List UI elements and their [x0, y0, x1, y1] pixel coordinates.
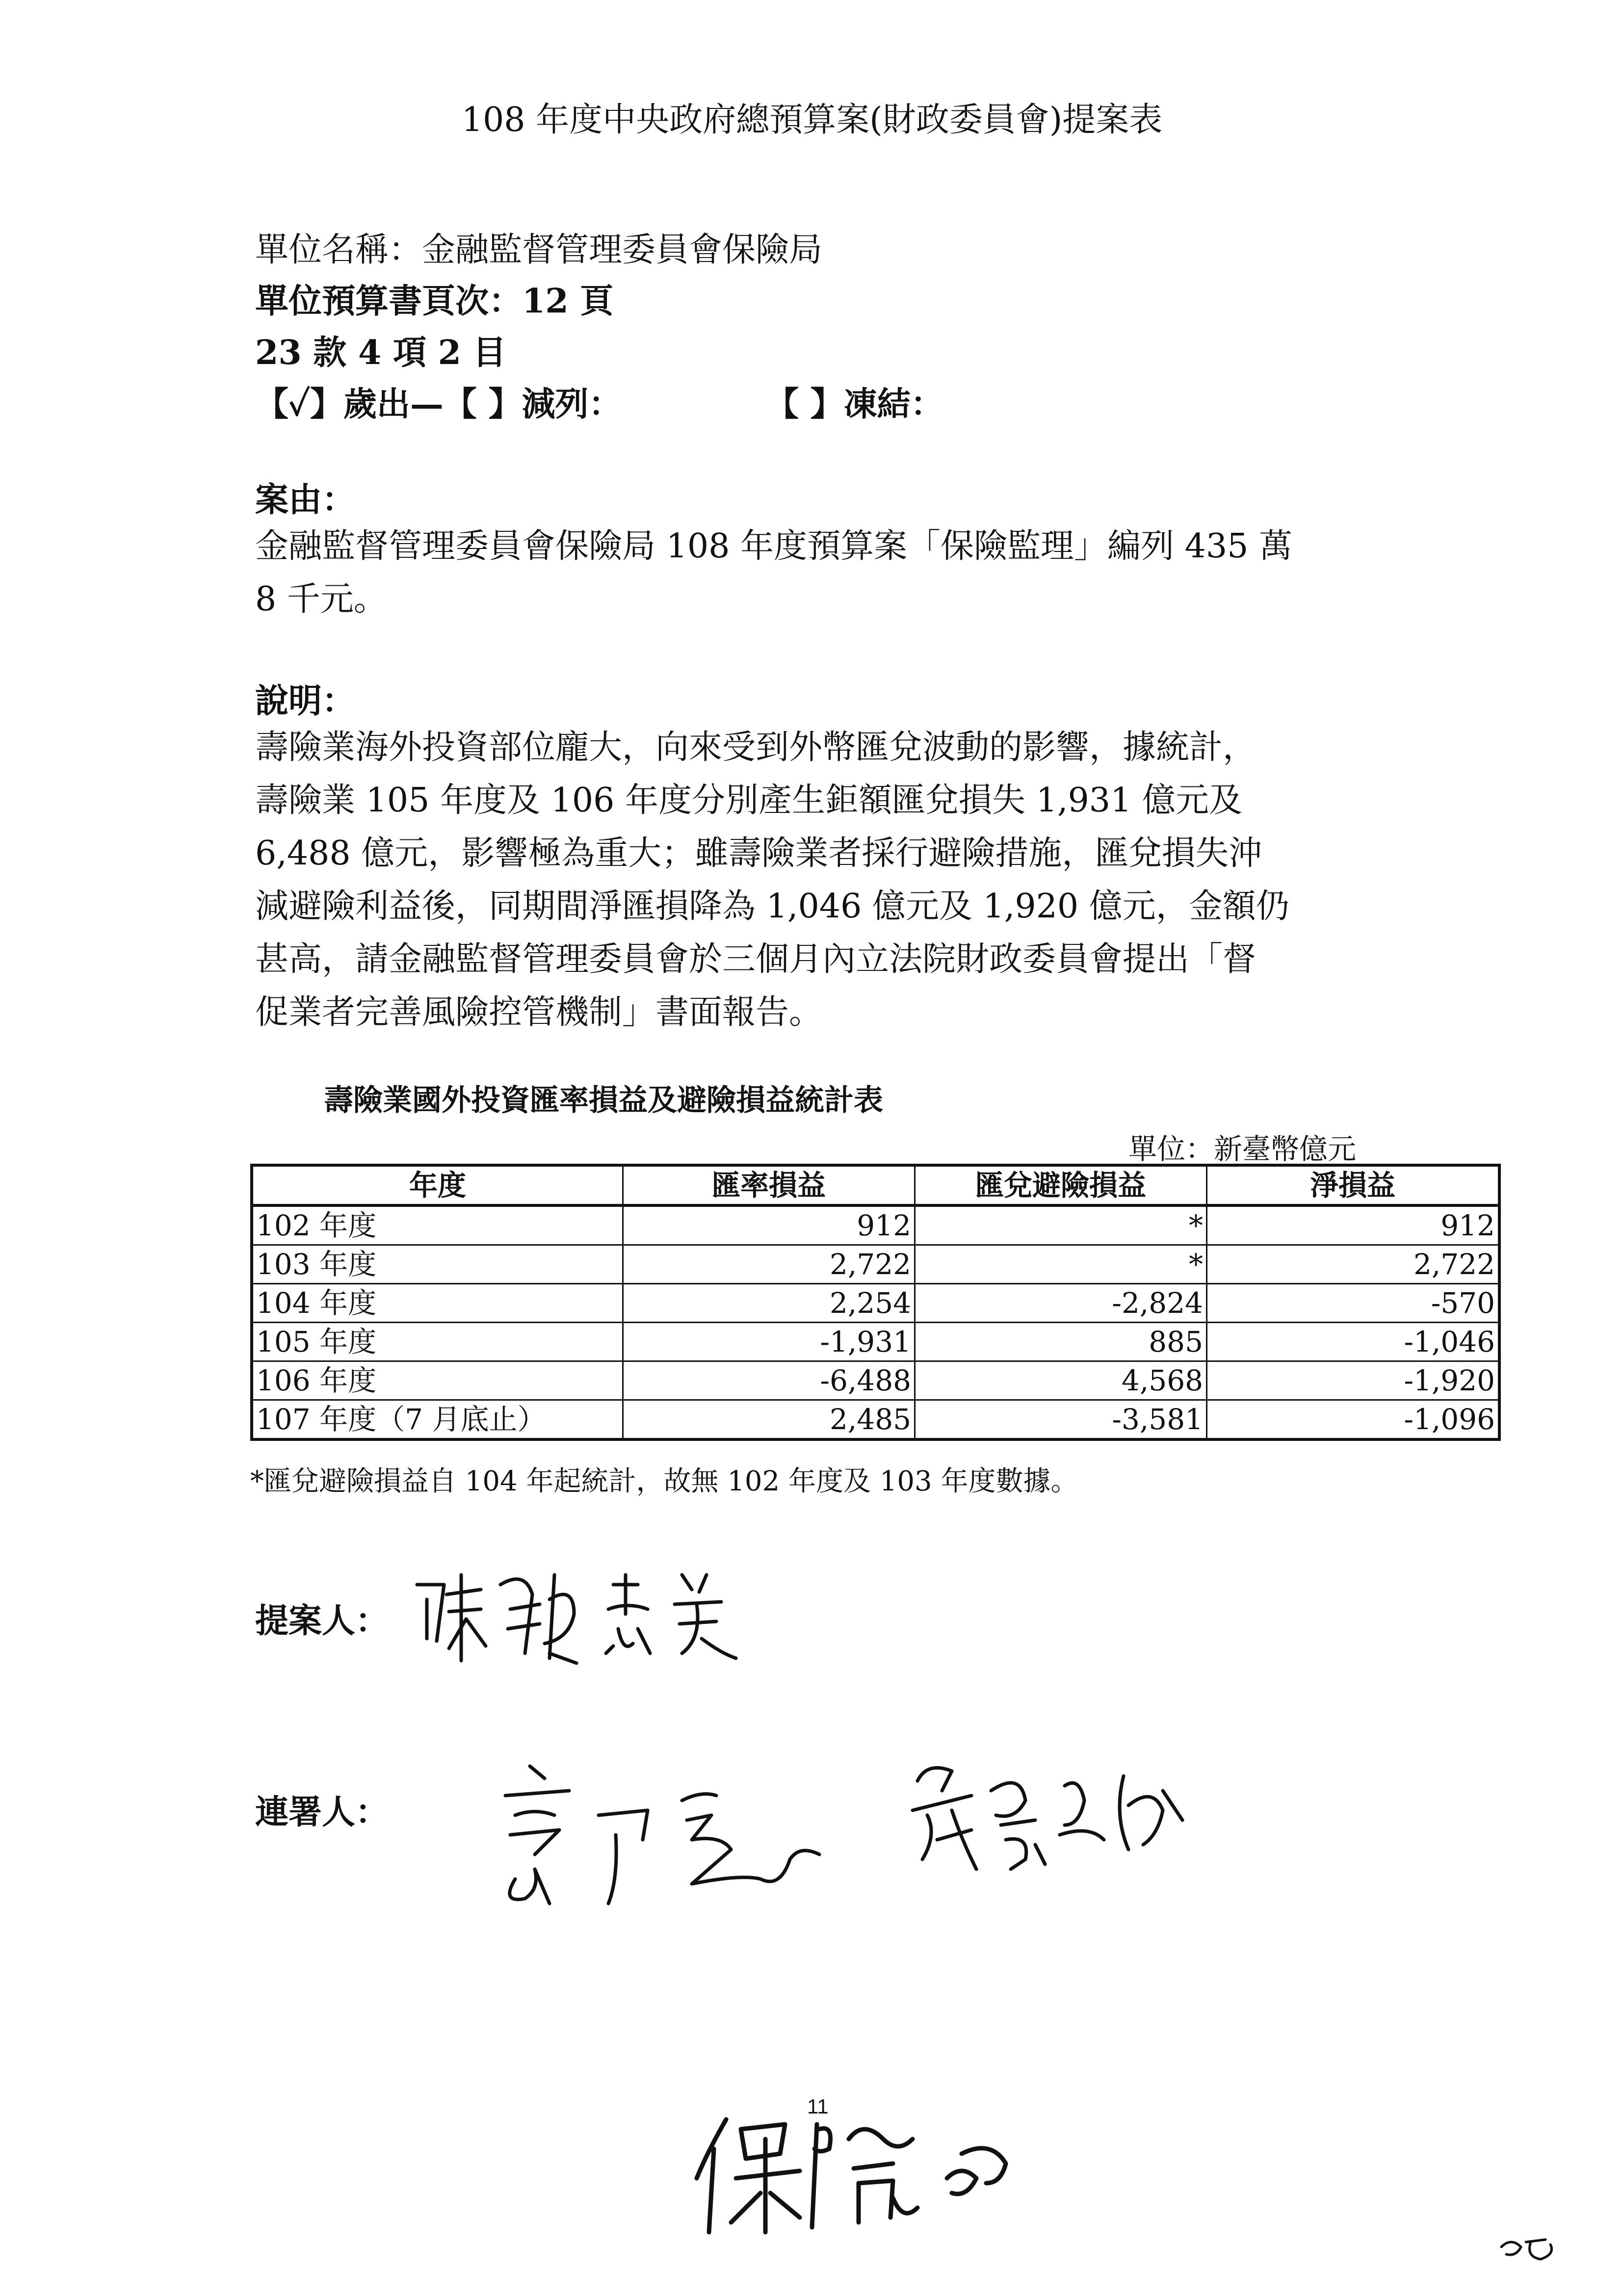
- reason-body: [255, 520, 1393, 626]
- table-title: 壽險業國外投資匯率損益及避險損益統計表: [324, 1083, 883, 1118]
- cell-net: -1,046: [1207, 1323, 1500, 1361]
- table-footnote: *匯兌避險損益自 104 年起統計，故無 102 年度及 103 年度數據。: [250, 1465, 1078, 1497]
- header-net-gain-loss: 淨損益: [1207, 1165, 1500, 1205]
- unit-name: 單位名稱：金融監督管理委員會保險局: [255, 231, 823, 269]
- budget-page: 單位預算書頁次：12 頁: [255, 282, 614, 321]
- cell-hedge: *: [915, 1205, 1207, 1245]
- proposer-signature: [407, 1555, 780, 1673]
- document-title: 108 年度中央政府總預算案(財政委員會)提案表: [461, 101, 1163, 139]
- cell-hedge: 4,568: [915, 1361, 1207, 1400]
- cell-net: -1,920: [1207, 1361, 1500, 1400]
- explanation-heading: 說明：: [255, 681, 356, 721]
- page-number: 11: [807, 2095, 829, 2118]
- cell-year: 106 年度: [252, 1361, 623, 1400]
- header-hedge-gain-loss: 匯兌避險損益: [915, 1165, 1207, 1205]
- cell-hedge: *: [915, 1245, 1207, 1284]
- cell-hedge: -2,824: [915, 1284, 1207, 1323]
- cell-hedge: 885: [915, 1323, 1207, 1361]
- reason-heading: 案由：: [255, 480, 356, 520]
- explanation-line: 6,488 億元，影響極為重大；雖壽險業者採行避險措施，匯兌損失沖: [255, 834, 1262, 873]
- cell-fx: 2,485: [623, 1400, 915, 1440]
- proposer-label: 提案人：: [255, 1601, 389, 1641]
- cosigners-label: 連署人：: [255, 1793, 389, 1832]
- table-row: [252, 1361, 1499, 1400]
- statistics-table: [250, 1164, 1501, 1441]
- cell-year: 107 年度（7 月底止）: [252, 1400, 623, 1440]
- corner-mark: [1496, 2227, 1565, 2267]
- cell-fx: -1,931: [623, 1323, 915, 1361]
- cell-net: 912: [1207, 1205, 1500, 1245]
- explanation-line: 減避險利益後，同期間淨匯損降為 1,046 億元及 1,920 億元，金額仍: [255, 887, 1289, 926]
- explanation-line: 促業者完善風險控管機制」書面報告。: [255, 993, 823, 1032]
- cell-year: 103 年度: [252, 1245, 623, 1284]
- cell-fx: -6,488: [623, 1361, 915, 1400]
- explanation-body: [255, 721, 1393, 1039]
- freeze-option: 【 】凍結：: [765, 385, 944, 424]
- table-unit: 單位：新臺幣億元: [1128, 1132, 1357, 1166]
- table-row: [252, 1245, 1499, 1284]
- cell-fx: 2,722: [623, 1245, 915, 1284]
- expenditure-reduction-option: 【✓】歲出—【 】減列：: [255, 385, 622, 424]
- header-fx-gain-loss: 匯率損益: [623, 1165, 915, 1205]
- reason-line: 金融監督管理委員會保險局 108 年度預算案「保險監理」編列 435 萬: [255, 527, 1293, 566]
- cell-net: -570: [1207, 1284, 1500, 1323]
- item-code: 23 款 4 項 2 目: [255, 333, 506, 372]
- reason-line: 8 千元。: [255, 580, 387, 619]
- cell-year: 104 年度: [252, 1284, 623, 1323]
- explanation-line: 壽險業海外投資部位龐大，向來受到外幣匯兌波動的影響，據統計，: [255, 728, 1257, 767]
- explanation-line: 壽險業 105 年度及 106 年度分別產生鉅額匯兌損失 1,931 億元及: [255, 781, 1242, 820]
- table-row: [252, 1323, 1499, 1361]
- cell-net: -1,096: [1207, 1400, 1500, 1440]
- handwritten-stamp: [687, 2110, 1021, 2237]
- cosigner-signature-1: [486, 1756, 859, 1923]
- cell-hedge: -3,581: [915, 1400, 1207, 1440]
- cell-fx: 912: [623, 1205, 915, 1245]
- cell-fx: 2,254: [623, 1284, 915, 1323]
- cell-year: 105 年度: [252, 1323, 623, 1361]
- cell-net: 2,722: [1207, 1245, 1500, 1284]
- table-header-row: [252, 1165, 1499, 1205]
- table-row: [252, 1400, 1499, 1440]
- table-row: [252, 1284, 1499, 1323]
- cosigner-signature-2: [898, 1742, 1202, 1889]
- explanation-line: 甚高，請金融監督管理委員會於三個月內立法院財政委員會提出「督: [255, 940, 1257, 979]
- table-row: [252, 1205, 1499, 1245]
- header-year: 年度: [252, 1165, 623, 1205]
- cell-year: 102 年度: [252, 1205, 623, 1245]
